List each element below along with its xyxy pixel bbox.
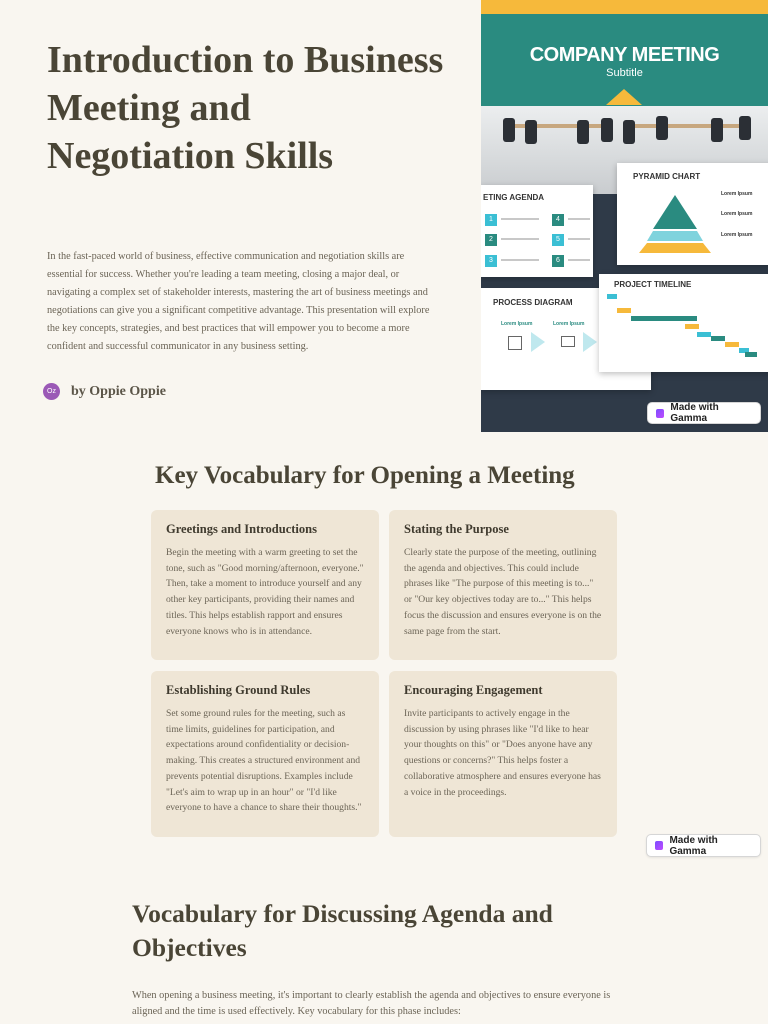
timeline-slide-title: PROJECT TIMELINE: [614, 280, 692, 289]
hero-description: In the fast-paced world of business, effective communication and negotiation skills are essential for success. Whether you're leading a team meeting, closing a major deal, or navigating a complex set of stakeholder interests, mastering the art of business meetings and negotiations can give you a significant competitive advantage. This presentation will explore the key concepts, strategies, and best practices that will empower you to become a more confident and successful communicator in any business setting.: [47, 251, 430, 352]
timeline-bar: [685, 324, 699, 329]
hero-image: [481, 0, 768, 432]
vocab-card-title: Establishing Ground Rules: [166, 683, 311, 697]
process-label: Lorem Ipsum: [501, 321, 533, 327]
placeholder-line: [501, 218, 539, 220]
calendar-icon: [508, 336, 522, 350]
timeline-bar: [617, 308, 631, 313]
vocab-card-purpose: [389, 510, 617, 660]
chair-shape: [577, 120, 589, 144]
pyramid-slide-title: PYRAMID CHART: [633, 172, 701, 181]
timeline-bar: [697, 332, 711, 337]
gamma-logo-icon: [655, 841, 663, 850]
author-line: [43, 383, 166, 400]
section-title-opening: Key Vocabulary for Opening a Meeting: [155, 462, 575, 489]
author-name: by Oppie Oppie: [71, 383, 166, 399]
vocab-card-title: Encouraging Engagement: [404, 683, 543, 697]
agenda-number: 3: [485, 255, 497, 267]
chair-shape: [601, 118, 613, 142]
timeline-bar: [725, 342, 739, 347]
chair-shape: [656, 116, 668, 140]
avatar: Oz: [43, 383, 60, 400]
agenda-number: 4: [552, 214, 564, 226]
vocab-card-greetings: [151, 510, 379, 660]
timeline-slide: [599, 274, 768, 372]
chair-shape: [623, 120, 635, 144]
gamma-logo-icon: [656, 409, 664, 418]
arrow-icon: [531, 332, 545, 352]
timeline-bar: [745, 352, 757, 357]
placeholder-line: [568, 259, 590, 261]
vocab-card-title: Stating the Purpose: [404, 522, 509, 536]
agenda-number: 2: [485, 234, 497, 246]
made-with-gamma-badge[interactable]: [647, 402, 761, 424]
timeline-bar: [649, 316, 697, 321]
vocab-card-body: Begin the meeting with a warm greeting to set the tone, such as "Good morning/afternoon, everyone." Then, take a moment to introduce yourself and any other key participants, providing their names and titles. This helps establish rapport and ensures everyone knows who is in attendance.: [166, 547, 364, 637]
vocab-card-title: Greetings and Introductions: [166, 522, 317, 536]
slide-banner-title: COMPANY MEETING: [529, 44, 720, 66]
agenda-number: 5: [552, 234, 564, 246]
table-shape: [631, 124, 741, 128]
agenda-slide: [481, 185, 593, 277]
section-agenda-description: When opening a business meeting, it's important to clearly establish the agenda and objectives to ensure everyone is aligned and the time is used effectively. Key vocabulary for this phase includes:: [132, 990, 611, 1017]
pyramid-label: Lorem Ipsum: [721, 191, 753, 197]
gamma-badge-label: Made with Gamma: [669, 834, 718, 857]
pyramid-label: Lorem Ipsum: [721, 232, 753, 238]
pyramid-slide: [617, 163, 768, 265]
pyramid-chart: [637, 193, 713, 253]
process-slide-title: PROCESS DIAGRAM: [493, 298, 573, 307]
made-with-gamma-badge[interactable]: [646, 834, 761, 857]
vocab-card-ground-rules: [151, 671, 379, 837]
placeholder-line: [568, 238, 590, 240]
placeholder-line: [501, 238, 539, 240]
vocab-card-body: Set some ground rules for the meeting, such as time limits, guidelines for participation, and expectations around confidentiality or decision-making. This creates a structured environment and prevents potential disruptions. Examples include "Let's aim to wrap up in an hour" or "I'd like everyone to have a chance to share their thoughts.": [166, 708, 362, 814]
vocab-card-body: Clearly state the purpose of the meeting, outlining the agenda and objectives. This could include phrases like "The purpose of this meeting is to..." or "Our key objectives today are to..." This helps focus the discussion and ensures everyone is on the same page from the start.: [404, 547, 602, 637]
agenda-slide-title: ETING AGENDA: [483, 193, 545, 202]
placeholder-line: [568, 218, 590, 220]
section-title-agenda: Vocabulary for Discussing Agenda and Objectives: [132, 899, 553, 962]
monitor-icon: [561, 336, 575, 347]
agenda-number: 1: [485, 214, 497, 226]
chair-shape: [525, 120, 537, 144]
accent-strip: [481, 0, 768, 14]
agenda-number: 6: [552, 255, 564, 267]
timeline-bar: [631, 316, 649, 321]
timeline-bar: [711, 336, 725, 341]
pyramid-label: Lorem Ipsum: [721, 211, 753, 217]
timeline-bar: [607, 294, 617, 299]
placeholder-line: [501, 259, 539, 261]
chair-shape: [739, 116, 751, 140]
arrow-icon: [583, 332, 597, 352]
process-label: Lorem Ipsum: [553, 321, 585, 327]
gamma-badge-label: Made with Gamma: [670, 402, 719, 424]
vocab-card-engagement: [389, 671, 617, 837]
slide-banner-subtitle: Subtitle: [606, 67, 643, 79]
chair-shape: [503, 118, 515, 142]
vocab-card-body: Invite participants to actively engage in the discussion by using phrases like "I'd like to hear your thoughts on this" or "Does anyone have any questions or concerns?" This helps foster a collaborative atmosphere and ensures everyone has a voice in the proceedings.: [404, 708, 601, 798]
triangle-decoration: [606, 89, 642, 105]
page-title: Introduction to Business Meeting and Negotiation Skills: [47, 39, 444, 177]
chair-shape: [711, 118, 723, 142]
